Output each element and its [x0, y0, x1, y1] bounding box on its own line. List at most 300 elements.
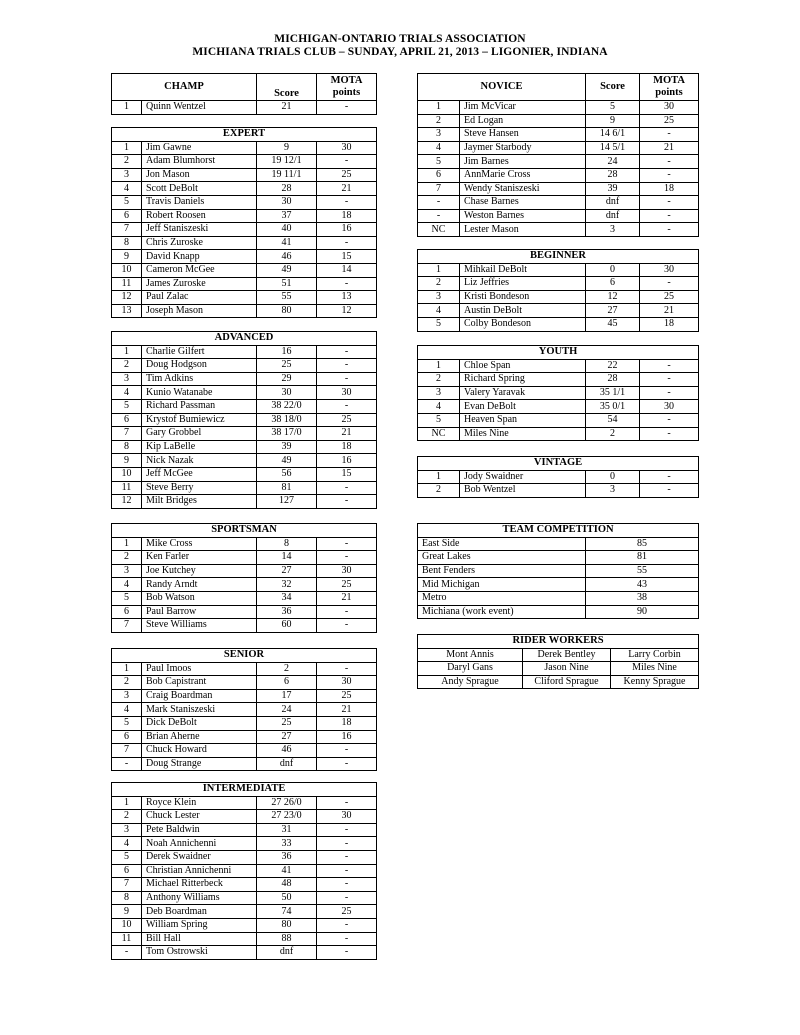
sportsman-row — [112, 551, 377, 565]
mota-points: 30 — [317, 564, 377, 578]
beginner-table — [417, 249, 699, 332]
rider-name: Bob Wentzel — [460, 484, 586, 498]
place: 10 — [112, 918, 142, 932]
advanced-row — [112, 467, 377, 481]
place: 1 — [112, 537, 142, 551]
rider-name: Lester Mason — [460, 223, 586, 237]
mota-points: 21 — [317, 703, 377, 717]
score: 9 — [257, 141, 317, 155]
place: 2 — [418, 114, 460, 128]
mota-points: - — [317, 495, 377, 509]
place: 2 — [112, 551, 142, 565]
rider-name: Heaven Span — [460, 413, 586, 427]
score: 0 — [586, 470, 640, 484]
worker-name: Jason Nine — [523, 662, 611, 676]
score: 27 — [257, 564, 317, 578]
expert-section — [111, 127, 377, 318]
vintage-title: VINTAGE — [418, 457, 699, 471]
score: 2 — [586, 427, 640, 441]
rider-name: Jim McVicar — [460, 101, 586, 115]
team-score: 38 — [586, 591, 699, 605]
mota-points: - — [640, 359, 699, 373]
place: 6 — [112, 605, 142, 619]
score: 14 6/1 — [586, 128, 640, 142]
team-score: 43 — [586, 578, 699, 592]
novice-title: NOVICE — [418, 74, 586, 101]
score: 8 — [257, 537, 317, 551]
expert-row — [112, 291, 377, 305]
score: 48 — [257, 878, 317, 892]
place: 5 — [112, 195, 142, 209]
rider-name: Charlie Gilfert — [142, 345, 257, 359]
score: 35 1/1 — [586, 386, 640, 400]
sportsman-row — [112, 564, 377, 578]
place: 3 — [418, 128, 460, 142]
vintage-section — [417, 456, 699, 498]
rider-name: Christian Annichenni — [142, 864, 257, 878]
score: 6 — [586, 277, 640, 291]
rider-name: Bill Hall — [142, 932, 257, 946]
place: 2 — [112, 359, 142, 373]
place: 4 — [112, 578, 142, 592]
mota-points: 21 — [640, 141, 699, 155]
team-score: 85 — [586, 537, 699, 551]
score: 80 — [257, 918, 317, 932]
rider-name: Chris Zuroske — [142, 236, 257, 250]
rider-name: Steve Williams — [142, 619, 257, 633]
rider-name: Jim Barnes — [460, 155, 586, 169]
mota-points: - — [317, 359, 377, 373]
score: 49 — [257, 454, 317, 468]
mota-points: - — [317, 878, 377, 892]
place: - — [418, 196, 460, 210]
mota-points: 30 — [640, 263, 699, 277]
score: 33 — [257, 837, 317, 851]
mota-points: 30 — [317, 141, 377, 155]
advanced-row — [112, 495, 377, 509]
workers-section — [417, 634, 699, 689]
expert-row — [112, 195, 377, 209]
beginner-section — [417, 249, 699, 332]
score: 16 — [257, 345, 317, 359]
place: 9 — [112, 454, 142, 468]
intermediate-section — [111, 782, 377, 960]
expert-row — [112, 155, 377, 169]
event-title: MICHIANA TRIALS CLUB – SUNDAY, APRIL 21, 2013 – LIGONIER, INDIANA — [192, 46, 608, 58]
score: dnf — [257, 946, 317, 960]
youth-table — [417, 345, 699, 441]
place: 3 — [418, 290, 460, 304]
youth-row — [418, 400, 699, 414]
mota-points: 18 — [317, 440, 377, 454]
place: 2 — [112, 810, 142, 824]
champ-table — [111, 73, 377, 115]
mota-points: 25 — [317, 689, 377, 703]
score: 27 — [257, 730, 317, 744]
mota-points: - — [317, 757, 377, 771]
place: 10 — [112, 263, 142, 277]
rider-name: Noah Annichenni — [142, 837, 257, 851]
advanced-row — [112, 345, 377, 359]
worker-name: Kenny Sprague — [611, 675, 699, 689]
rider-name: Jeff McGee — [142, 467, 257, 481]
rider-name: Brian Aherne — [142, 730, 257, 744]
place: NC — [418, 427, 460, 441]
team-row — [418, 578, 699, 592]
place: 4 — [112, 703, 142, 717]
place: 2 — [112, 155, 142, 169]
rider-name: Mike Cross — [142, 537, 257, 551]
place: 6 — [112, 864, 142, 878]
rider-name: Pete Baldwin — [142, 823, 257, 837]
rider-name: Cameron McGee — [142, 263, 257, 277]
rider-name: Joseph Mason — [142, 304, 257, 318]
team-score: 81 — [586, 551, 699, 565]
mota-points: - — [317, 551, 377, 565]
sportsman-row — [112, 605, 377, 619]
rider-name: Adam Blumhorst — [142, 155, 257, 169]
mota-points: 15 — [317, 250, 377, 264]
mota-points: - — [317, 850, 377, 864]
place: 1 — [112, 141, 142, 155]
team-name: Mid Michigan — [418, 578, 586, 592]
score: 9 — [586, 114, 640, 128]
score: 51 — [257, 277, 317, 291]
worker-name: Daryl Gans — [418, 662, 523, 676]
mota-points: 12 — [317, 304, 377, 318]
mota-points: - — [317, 155, 377, 169]
expert-row — [112, 263, 377, 277]
place: 6 — [112, 413, 142, 427]
vintage-row — [418, 484, 699, 498]
youth-row — [418, 413, 699, 427]
place: 11 — [112, 277, 142, 291]
score: 28 — [586, 168, 640, 182]
mota-points: - — [640, 484, 699, 498]
score: 88 — [257, 932, 317, 946]
workers-table — [417, 634, 699, 689]
score: 81 — [257, 481, 317, 495]
place: 9 — [112, 250, 142, 264]
expert-row — [112, 236, 377, 250]
score: 36 — [257, 850, 317, 864]
advanced-row — [112, 372, 377, 386]
score: 60 — [257, 619, 317, 633]
rider-name: Doug Strange — [142, 757, 257, 771]
place: 8 — [112, 891, 142, 905]
beginner-row — [418, 304, 699, 318]
place: 11 — [112, 932, 142, 946]
mota-points: - — [640, 427, 699, 441]
mota-points: 25 — [317, 905, 377, 919]
score: 49 — [257, 263, 317, 277]
rider-name: Wendy Staniszeski — [460, 182, 586, 196]
mota-points: - — [317, 619, 377, 633]
place: 3 — [418, 386, 460, 400]
novice-row — [418, 141, 699, 155]
workers-row — [418, 675, 699, 689]
advanced-row — [112, 359, 377, 373]
score: 27 26/0 — [257, 796, 317, 810]
intermediate-row — [112, 878, 377, 892]
rider-name: Krystof Bumiewicz — [142, 413, 257, 427]
mota-points: - — [317, 605, 377, 619]
rider-name: Scott DeBolt — [142, 182, 257, 196]
worker-name: Andy Sprague — [418, 675, 523, 689]
rider-name: Bob Capistrant — [142, 676, 257, 690]
place: 3 — [112, 372, 142, 386]
expert-title: EXPERT — [112, 128, 377, 142]
rider-name: Jim Gawne — [142, 141, 257, 155]
score-header: Score — [257, 74, 317, 101]
intermediate-row — [112, 891, 377, 905]
worker-name: Larry Corbin — [611, 648, 699, 662]
team-section — [417, 523, 699, 619]
place: 2 — [418, 484, 460, 498]
place: 5 — [112, 399, 142, 413]
rider-name: Austin DeBolt — [460, 304, 586, 318]
score: 17 — [257, 689, 317, 703]
rider-name: Travis Daniels — [142, 195, 257, 209]
novice-row — [418, 196, 699, 210]
score: 5 — [586, 101, 640, 115]
rider-name: Michael Ritterbeck — [142, 878, 257, 892]
mota-points: 13 — [317, 291, 377, 305]
team-name: East Side — [418, 537, 586, 551]
novice-row — [418, 182, 699, 196]
worker-name: Mont Annis — [418, 648, 523, 662]
place: - — [112, 757, 142, 771]
worker-name: Derek Bentley — [523, 648, 611, 662]
novice-table — [417, 73, 699, 237]
intermediate-title: INTERMEDIATE — [112, 783, 377, 797]
mota-points: - — [640, 128, 699, 142]
place: 4 — [112, 386, 142, 400]
mota-points: 15 — [317, 467, 377, 481]
team-name: Bent Fenders — [418, 564, 586, 578]
mota-points: 18 — [317, 209, 377, 223]
intermediate-row — [112, 946, 377, 960]
rider-name: Evan DeBolt — [460, 400, 586, 414]
place: 7 — [112, 427, 142, 441]
sportsman-section — [111, 523, 377, 633]
rider-name: Tim Adkins — [142, 372, 257, 386]
senior-row — [112, 689, 377, 703]
rider-name: Weston Barnes — [460, 209, 586, 223]
score: 30 — [257, 386, 317, 400]
mota-points: - — [317, 236, 377, 250]
place: 3 — [112, 168, 142, 182]
place: NC — [418, 223, 460, 237]
rider-name: Kristi Bondeson — [460, 290, 586, 304]
score: 40 — [257, 223, 317, 237]
score: 28 — [586, 373, 640, 387]
rider-name: Deb Boardman — [142, 905, 257, 919]
score: 25 — [257, 359, 317, 373]
score: 14 — [257, 551, 317, 565]
rider-name: Richard Spring — [460, 373, 586, 387]
rider-name: Steve Berry — [142, 481, 257, 495]
mota-points: - — [317, 662, 377, 676]
place: 3 — [112, 823, 142, 837]
novice-row — [418, 209, 699, 223]
worker-name: Miles Nine — [611, 662, 699, 676]
mota-points: - — [640, 196, 699, 210]
place: 5 — [112, 591, 142, 605]
rider-name: Richard Passman — [142, 399, 257, 413]
intermediate-row — [112, 823, 377, 837]
team-name: Michiana (work event) — [418, 605, 586, 619]
rider-name: Ed Logan — [460, 114, 586, 128]
expert-row — [112, 168, 377, 182]
score: 3 — [586, 484, 640, 498]
score: 36 — [257, 605, 317, 619]
novice-row — [418, 128, 699, 142]
score: 21 — [257, 101, 317, 115]
novice-row — [418, 155, 699, 169]
score: 127 — [257, 495, 317, 509]
place: 2 — [418, 277, 460, 291]
mota-points: - — [317, 481, 377, 495]
mota-points: - — [317, 918, 377, 932]
mota-points: - — [317, 823, 377, 837]
advanced-row — [112, 413, 377, 427]
place: 5 — [418, 155, 460, 169]
mota-header: MOTA points — [640, 74, 699, 101]
novice-section — [417, 73, 699, 237]
place: 5 — [418, 413, 460, 427]
intermediate-row — [112, 837, 377, 851]
team-row — [418, 605, 699, 619]
score: 74 — [257, 905, 317, 919]
score: 2 — [257, 662, 317, 676]
advanced-row — [112, 399, 377, 413]
place: 3 — [112, 564, 142, 578]
team-row — [418, 591, 699, 605]
mota-points: - — [317, 837, 377, 851]
place: 10 — [112, 467, 142, 481]
advanced-row — [112, 386, 377, 400]
place: 4 — [418, 141, 460, 155]
score: 12 — [586, 290, 640, 304]
intermediate-row — [112, 864, 377, 878]
score: 41 — [257, 864, 317, 878]
workers-title: RIDER WORKERS — [418, 635, 699, 649]
place: 11 — [112, 481, 142, 495]
rider-name: Craig Boardman — [142, 689, 257, 703]
place: 7 — [112, 619, 142, 633]
mota-header: MOTA points — [317, 74, 377, 101]
score: 19 12/1 — [257, 155, 317, 169]
mota-points: - — [317, 399, 377, 413]
score: dnf — [257, 757, 317, 771]
mota-points: 25 — [317, 413, 377, 427]
mota-points: - — [640, 413, 699, 427]
expert-row — [112, 182, 377, 196]
mota-points: 30 — [317, 810, 377, 824]
advanced-row — [112, 427, 377, 441]
mota-points: 21 — [640, 304, 699, 318]
champ-title: CHAMP — [112, 74, 257, 101]
place: 4 — [418, 400, 460, 414]
rider-name: Paul Imoos — [142, 662, 257, 676]
rider-name: Anthony Williams — [142, 891, 257, 905]
score: 31 — [257, 823, 317, 837]
youth-row — [418, 427, 699, 441]
mota-points: 16 — [317, 730, 377, 744]
rider-name: Kunio Watanabe — [142, 386, 257, 400]
place: 1 — [112, 796, 142, 810]
place: 4 — [112, 837, 142, 851]
score: 56 — [257, 467, 317, 481]
rider-name: Randy Arndt — [142, 578, 257, 592]
mota-points: - — [640, 223, 699, 237]
rider-name: Kip LaBelle — [142, 440, 257, 454]
score: 0 — [586, 263, 640, 277]
mota-points: 30 — [317, 676, 377, 690]
senior-row — [112, 662, 377, 676]
place: 8 — [112, 440, 142, 454]
mota-points: - — [640, 277, 699, 291]
place: 4 — [112, 182, 142, 196]
mota-points: - — [640, 373, 699, 387]
youth-section — [417, 345, 699, 441]
mota-points: 21 — [317, 182, 377, 196]
advanced-row — [112, 440, 377, 454]
senior-row — [112, 716, 377, 730]
rider-name: Bob Watson — [142, 591, 257, 605]
place: 1 — [112, 101, 142, 115]
beginner-row — [418, 290, 699, 304]
score: 30 — [257, 195, 317, 209]
team-row — [418, 551, 699, 565]
rider-name: Milt Bridges — [142, 495, 257, 509]
novice-row — [418, 223, 699, 237]
senior-title: SENIOR — [112, 649, 377, 663]
mota-points: 16 — [317, 223, 377, 237]
mota-points: 18 — [317, 716, 377, 730]
team-row — [418, 564, 699, 578]
mota-points: 25 — [640, 290, 699, 304]
score: 32 — [257, 578, 317, 592]
rider-name: Royce Klein — [142, 796, 257, 810]
score: 3 — [586, 223, 640, 237]
expert-row — [112, 223, 377, 237]
score: 50 — [257, 891, 317, 905]
novice-row — [418, 114, 699, 128]
senior-row — [112, 757, 377, 771]
place: 12 — [112, 291, 142, 305]
sportsman-row — [112, 591, 377, 605]
mota-points: 30 — [317, 386, 377, 400]
score: 46 — [257, 744, 317, 758]
mota-points: - — [317, 277, 377, 291]
mota-points: 30 — [640, 101, 699, 115]
rider-name: Ken Farler — [142, 551, 257, 565]
intermediate-row — [112, 932, 377, 946]
sportsman-row — [112, 619, 377, 633]
mota-points: 21 — [317, 427, 377, 441]
intermediate-table — [111, 782, 377, 960]
score: 29 — [257, 372, 317, 386]
place: 5 — [112, 716, 142, 730]
mota-points: 21 — [317, 591, 377, 605]
score: 38 22/0 — [257, 399, 317, 413]
champ-row — [112, 101, 377, 115]
rider-name: Liz Jeffries — [460, 277, 586, 291]
place: 6 — [112, 730, 142, 744]
score: 80 — [257, 304, 317, 318]
